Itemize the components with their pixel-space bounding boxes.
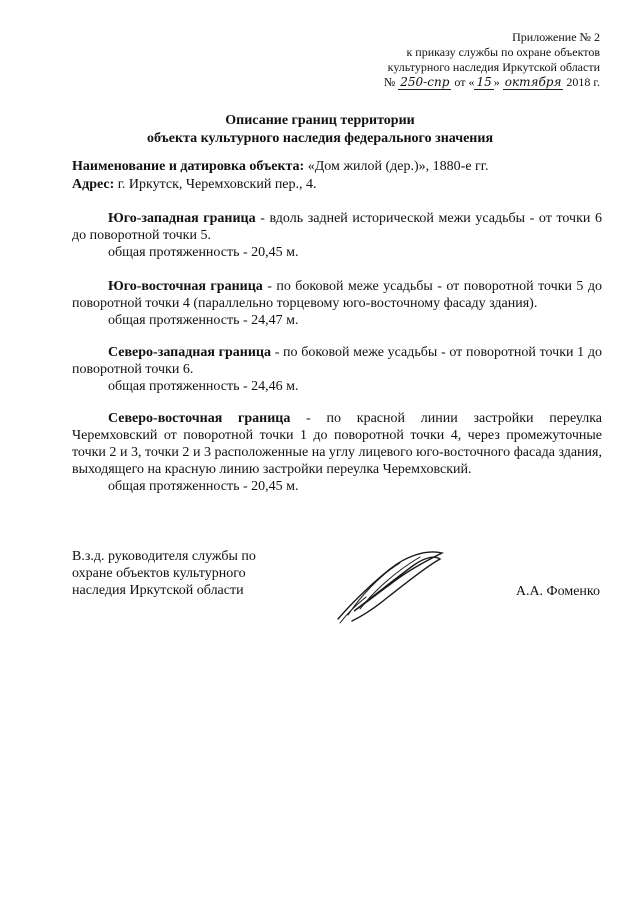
position-line-2: охране объектов культурного (72, 566, 246, 581)
boundary-text: - по боковой меже усадьбы - от поворотной точки 1 до поворотной точки 6. (72, 345, 602, 377)
order-day-handwritten: 15 (476, 75, 492, 89)
boundary-heading: Северо-западная граница (108, 345, 271, 360)
boundary-text: - вдоль задней исторической межи усадьбы - от точки 6 до поворотной точки 5. (72, 211, 602, 243)
appendix-header (384, 30, 600, 90)
number-sign: № (383, 75, 396, 89)
title-line-2: объекта культурного наследия федерального значения (146, 131, 494, 146)
appendix-line-1: Приложение № 2 (512, 30, 600, 44)
boundary-northwest (72, 344, 602, 395)
order-number-handwritten: 250-спр (400, 75, 450, 89)
object-name-label: Наименование и датировка объекта: (72, 159, 305, 174)
position-line-1: В.з.д. руководителя службы по (72, 549, 256, 564)
order-month-handwritten: октября (504, 75, 562, 89)
signatory-position (72, 548, 304, 599)
boundary-text: - по боковой меже усадьбы - от поворотной точки 5 до поворотной точки 4 (параллельно торцевому юго-восточному фасаду здания). (72, 279, 603, 311)
appendix-order-number-line (384, 75, 600, 90)
boundary-length: общая протяженность - 20,45 м. (108, 245, 299, 260)
object-address-line (72, 176, 602, 193)
object-name-value: «Дом жилой (дер.)», 1880-е гг. (304, 159, 489, 174)
boundary-length: общая протяженность - 20,45 м. (108, 479, 299, 494)
boundary-heading: Юго-западная граница (108, 211, 256, 226)
object-address-label: Адрес: (72, 177, 115, 192)
boundary-heading: Северо-восточная граница (108, 411, 291, 426)
object-name-line (72, 158, 602, 175)
boundary-southwest (72, 210, 602, 261)
boundary-northeast (72, 410, 602, 495)
document-title (0, 112, 640, 148)
boundary-text: - по красной линии застройки переулка Черемховский от поворотной точки 1 до поворотной точки 4, через промежуточные точки 2 и 3, точки 2 и 3 расположенные на углу лицевого юго-восточного фасада здания, выходящего на красную линию застройки переулка Черемховский. (72, 411, 603, 477)
boundary-heading: Юго-восточная граница (108, 279, 263, 294)
boundary-length: общая протяженность - 24,47 м. (108, 313, 299, 328)
appendix-line-3: культурного наследия Иркутской области (387, 60, 600, 74)
boundary-southeast (72, 278, 602, 329)
appendix-line-2: к приказу службы по охране объектов (406, 45, 600, 59)
boundary-length: общая протяженность - 24,46 м. (108, 379, 299, 394)
order-year: 2018 г. (566, 75, 600, 89)
handwritten-signature-icon (330, 545, 450, 625)
signatory-name: А.А. Фоменко (515, 584, 600, 599)
date-prefix: от « (454, 75, 475, 89)
position-line-3: наследия Иркутской области (72, 583, 244, 598)
date-mid: » (493, 75, 500, 89)
object-address-value: г. Иркутск, Черемховский пер., 4. (114, 177, 317, 192)
title-line-1: Описание границ территории (225, 113, 415, 128)
